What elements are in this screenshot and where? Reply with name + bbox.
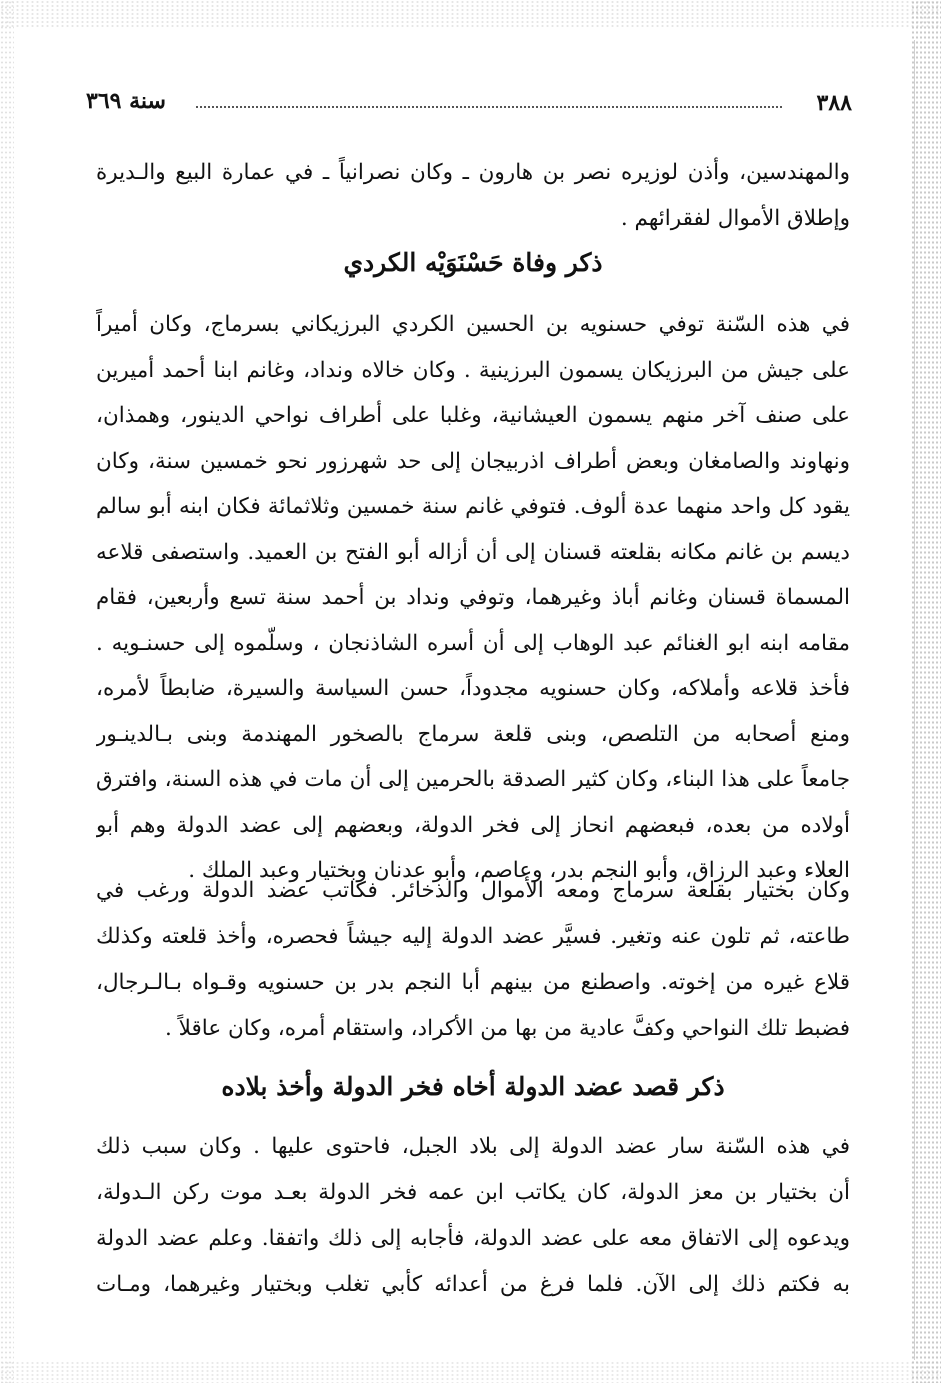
section-heading-1: ذكر وفاة حَسْنَوَيْه الكردي [343,248,603,277]
scan-noise-top [0,0,941,28]
text-line: ونهاوند والصامغان وبعض أطراف اذربيجان إلى حد شهرزور نحو خمسين سنة، وكان [96,448,850,474]
text-line: المسماة قسنان وغانم أباذ وغيرهما، وتوفي ونداد بن أحمد سنة تسع وأربعين، فقام [96,585,850,610]
text-line: وكان بختيار بقلعة سرماج ومعه الأموال والذخائر. فكاتب عضد الدولة ورغب في [96,878,850,903]
text-line: في هذه السّنة سار عضد الدولة إلى بلاد الجبل، فاحتوى عليها . وكان سبب ذلك [96,1134,850,1159]
section-heading-2: ذكر قصد عضد الدولة أخاه فخر الدولة وأخذ بلاده [221,1072,725,1101]
running-head [86,86,852,122]
text-line: قلاع غيره من إخوته. واصطنع من بينهم أبا النجم بدر بن حسنويه وقـواه بـالـرجال، [96,970,850,995]
text-line: على جيش من البرزيكان يسمون البرزينية . وكان خالاه ونداد، وغانم ابنا أحمد أميرين [96,357,850,383]
section1-paragraph-1 [96,302,850,894]
text-line: ومنع أصحابه من التلصص، وبنى قلعة سرماج بالصخور المهندمة وبنى بـالدينـور [96,721,850,747]
text-line: وإطلاق الأموال لفقرائهم . [620,206,850,231]
section1-paragraph-2 [96,868,850,1052]
text-line: العلاء وعبد الرزاق، وأبو النجم بدر، وعاصم، وأبو عدنان وبختيار وعبد الملك . [188,858,850,883]
text-line: أن بختيار بن معز الدولة، كان يكاتب ابن عمه فخر الدولة بعـد موت ركن الـدولة، [96,1180,850,1205]
text-line: فأخذ قلاعه وأملاكه، وكان حسنويه مجدوداً، حسن السياسة والسيرة، ضابطاً لأمره، [96,676,850,701]
text-line: به فكتم ذلك إلى الآن. فلما فرغ من أعدائه كأبي تغلب وبختيار وغيرهما، ومـات [96,1272,850,1297]
text-line: أولاده من بعده، فبعضهم انحاز إلى فخر الدولة، وبعضهم إلى عضد الدولة وهم أبو [96,812,850,838]
text-line: فضبط تلك النواحي وكفَّ عادية من بها من الأكراد، واستقام أمره، وكان عاقلاً . [165,1016,850,1041]
text-line: والمهندسين، وأذن لوزيره نصر بن هارون ـ وكان نصرانياً ـ في عمارة البيع والـديرة [96,160,850,185]
page-edge-line [914,40,915,1360]
text-line: ويدعوه إلى الاتفاق معه على عضد الدولة، فأجابه إلى ذلك واتفقا. وعلم عضد الدولة [96,1226,850,1251]
scan-noise-bottom [0,1361,941,1383]
text-line: جامعاً على هذا البناء، وكان كثير الصدقة بالحرمين إلى أن مات في هذه السنة، وافترق [96,767,850,792]
text-line: ديسم بن غانم مكانه بقلعته قسنان إلى أن أزاله أبو الفتح بن العميد. واستصفى قلاعه [96,539,850,565]
scan-noise-left [0,0,14,1383]
text-line: يقود كل واحد منهما عدة ألوف. فتوفي غانم سنة خمسين وثلاثمائة فكان ابنه أبو سالم [96,494,850,519]
scan-noise-right [911,0,941,1383]
text-line: مقامه ابنه ابو الغنائم عبد الوهاب إلى أن أسره الشاذنجان ، وسلّموه إلى حسنـويه . [96,630,850,656]
text-line: في هذه السّنة توفي حسنويه بن الحسين الكردي البرزيكاني بسرماج، وكان أميراً [96,312,850,337]
text-line: على صنف آخر منهم يسمون العيشانية، وغلبا على أطراف نواحي الدينور، وهمذان، [96,403,850,428]
page-number: ٣٨٨ [816,90,852,116]
text-line: طاعته، ثم تلون عنه وتغير. فسيَّر عضد الدولة إليه جيشاً فحصره، وأخذ قلعته وكذلك [96,924,850,949]
header-dotted-rule [196,106,782,108]
section2-paragraph-1 [96,1124,850,1308]
year-label: سنة ٣٦٩ [86,88,166,114]
intro-paragraph [96,150,850,242]
